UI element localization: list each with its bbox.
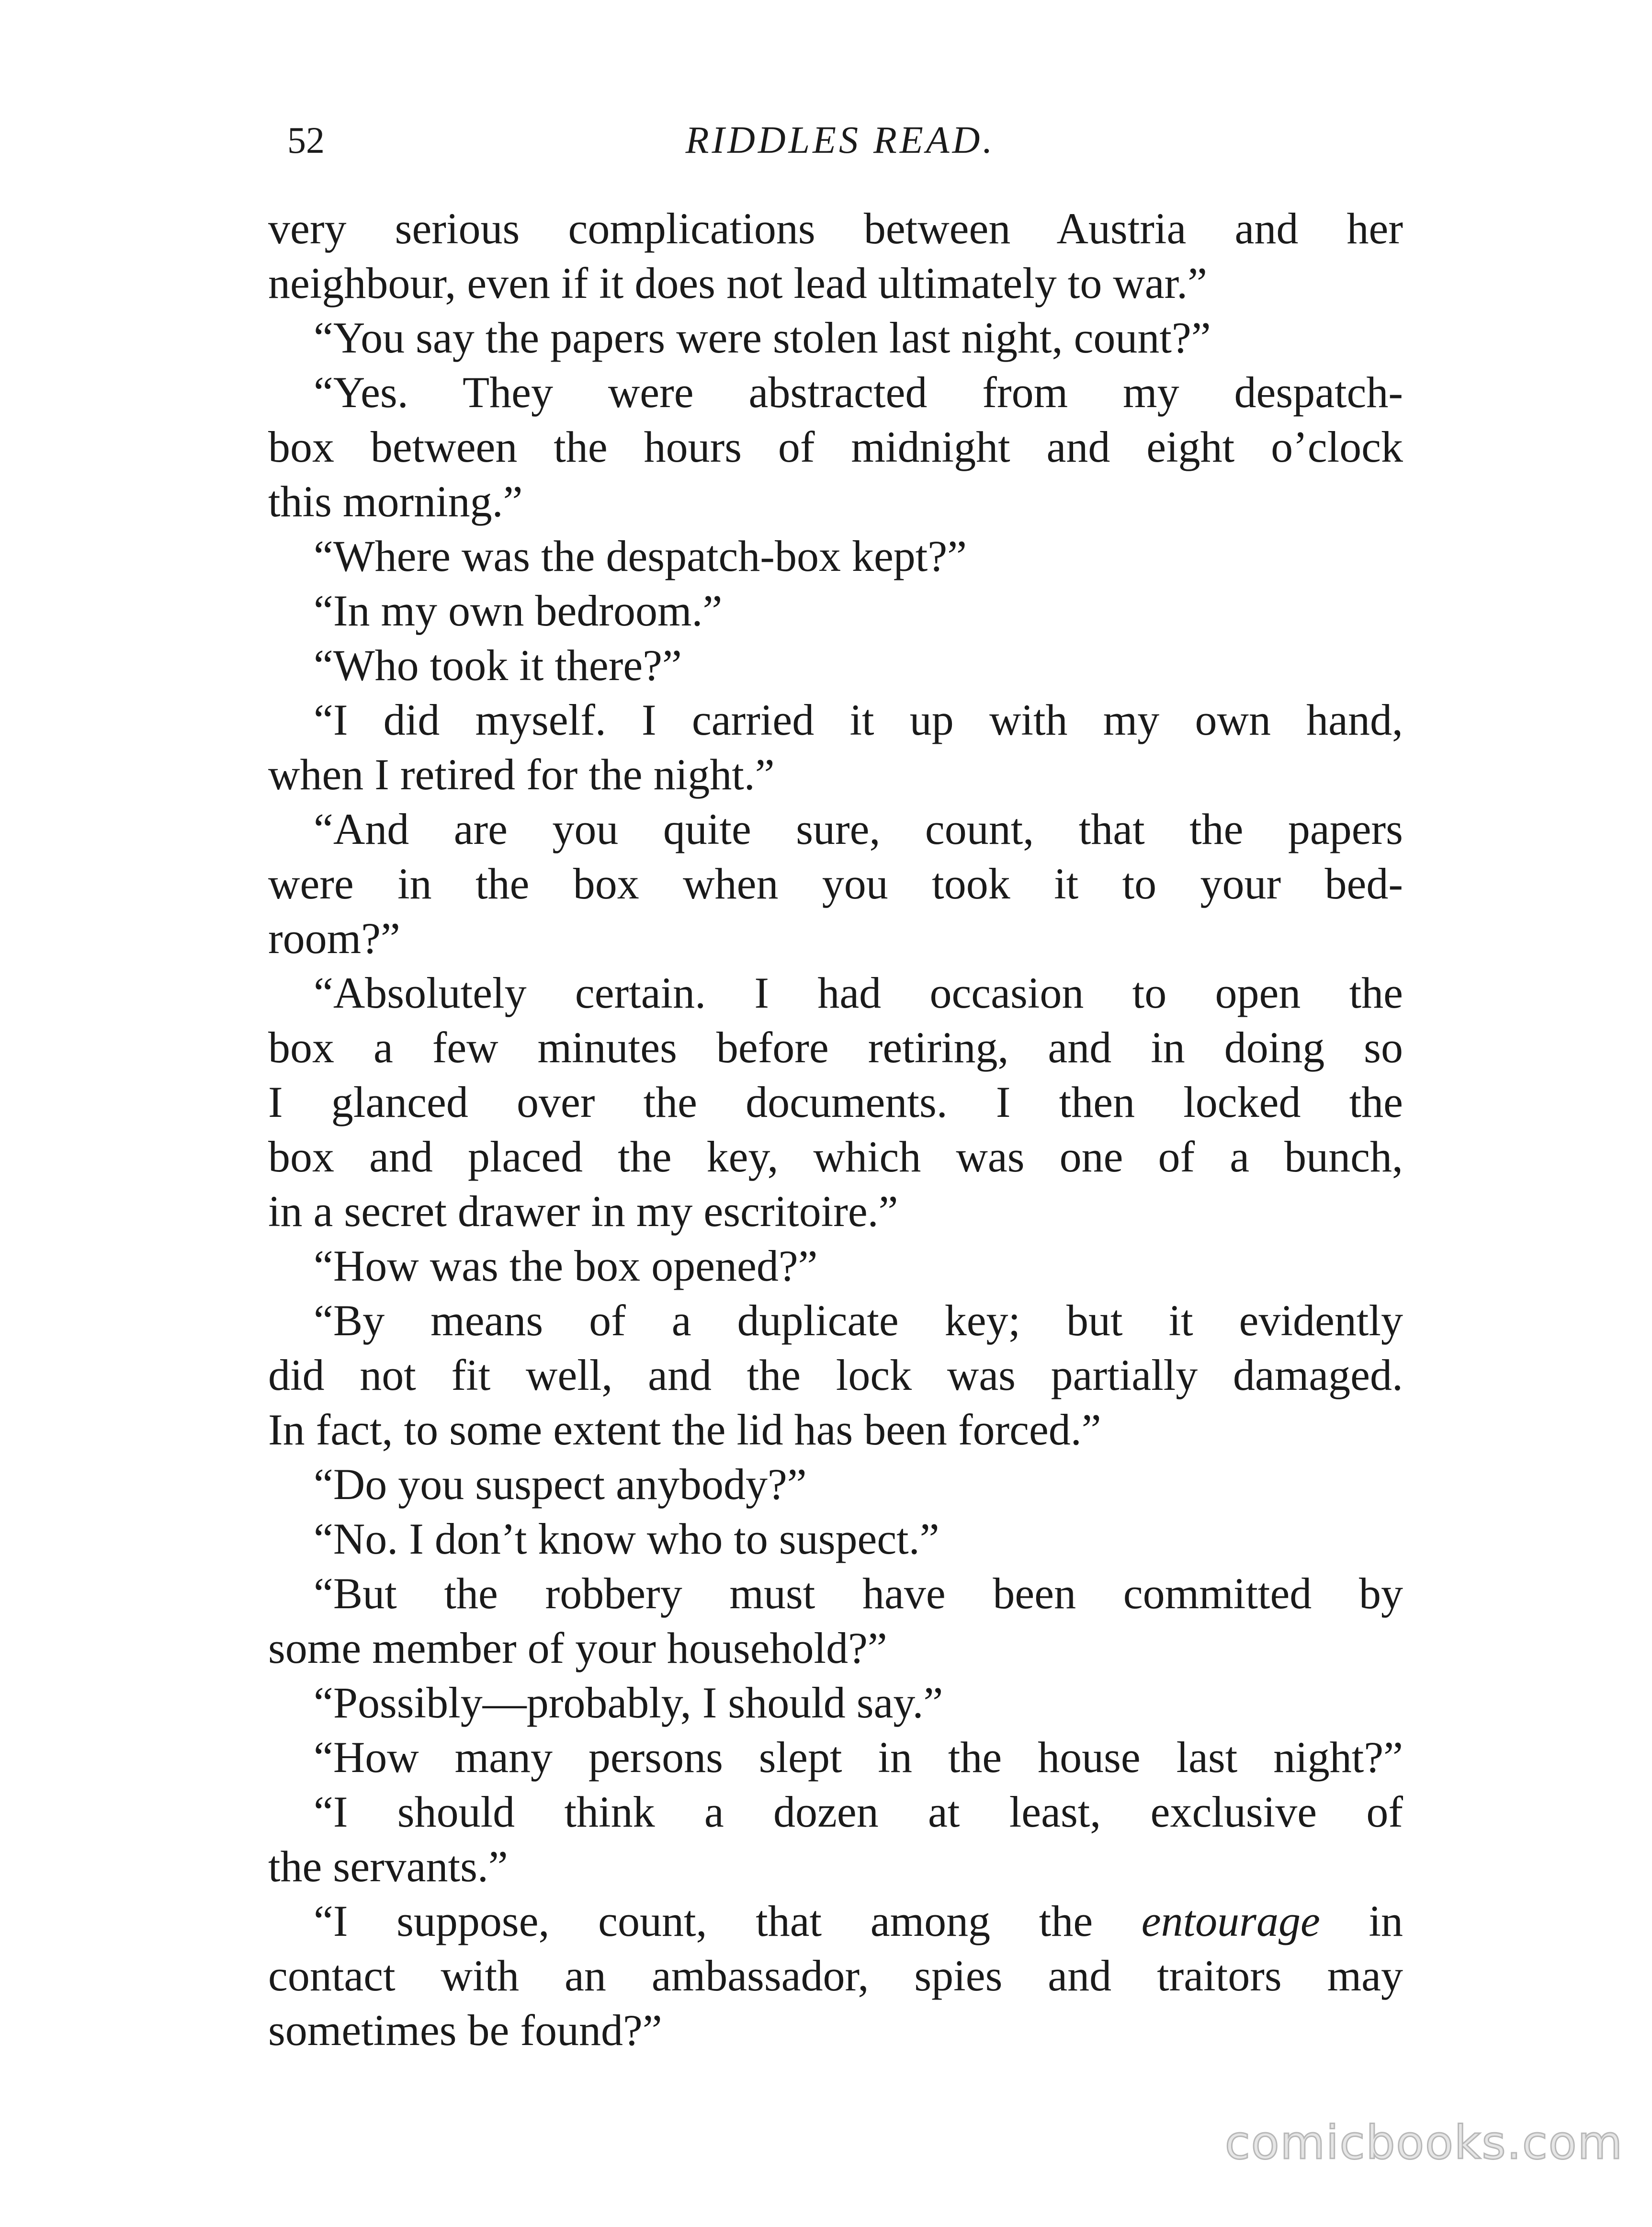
text-fragment: “I suppose, count, that among the [314,1897,1093,1945]
text-line: “Do you suspect anybody?” [314,1460,807,1509]
text-line: “And are you quite sure, count, that the papers [314,805,1403,853]
text-line: contact with an ambassador, spies and traitors may [268,1951,1403,2000]
text-line: box a few minutes before retiring, and in doing so [268,1023,1403,1072]
text-line: “You say the papers were stolen last night, count?” [314,313,1211,362]
watermark: comicbooks.com [1224,2116,1623,2170]
text-line: “Yes. They were abstracted from my despatch- [314,368,1403,417]
text-line [268,1894,1403,1948]
page-number: 52 [287,119,325,161]
text-line: did not fit well, and the lock was partially damaged. [268,1351,1403,1399]
text-line: box between the hours of midnight and eight o’clock [268,422,1403,471]
text-line: “No. I don’t know who to suspect.” [314,1514,939,1563]
text-line: “Absolutely certain. I had occasion to open the [314,968,1403,1017]
text-line: “I did myself. I carried it up with my own hand, [314,695,1403,744]
text-line: some member of your household?” [268,1624,887,1672]
text-line: neighbour, even if it does not lead ultimately to war.” [268,259,1208,307]
text-line: “Where was the despatch-box kept?” [314,532,967,580]
text-line: sometimes be found?” [268,2006,662,2055]
text-line: when I retired for the night.” [268,750,775,799]
text-line: box and placed the key, which was one of a bunch, [268,1132,1403,1181]
text-line: I glanced over the documents. I then locked the [268,1078,1403,1126]
text-line: “Possibly—probably, I should say.” [314,1678,943,1727]
text-line: “By means of a duplicate key; but it evidently [314,1296,1403,1345]
text-fragment: in [1369,1897,1403,1945]
text-line: in a secret drawer in my escritoire.” [268,1187,898,1236]
text-line: “I should think a dozen at least, exclusive of [314,1787,1403,1836]
text-line: this morning.” [268,477,523,526]
text-line: “How was the box opened?” [314,1241,818,1290]
text-line: “In my own bedroom.” [314,586,723,635]
text-line: In fact, to some extent the lid has been forced.” [268,1405,1101,1454]
italic-word: entourage [1141,1897,1320,1945]
running-head [287,114,1393,167]
text-line: “Who took it there?” [314,641,682,690]
text-line: room?” [268,914,400,963]
text-line: were in the box when you took it to your bed- [268,859,1403,908]
text-line: “But the robbery must have been committed by [314,1569,1403,1618]
body-text [268,201,1403,2057]
running-title: RIDDLES READ. [685,119,996,161]
text-line: “How many persons slept in the house last night?” [314,1733,1403,1782]
text-line: the servants.” [268,1842,508,1891]
text-line: very serious complications between Austria and her [268,204,1403,253]
